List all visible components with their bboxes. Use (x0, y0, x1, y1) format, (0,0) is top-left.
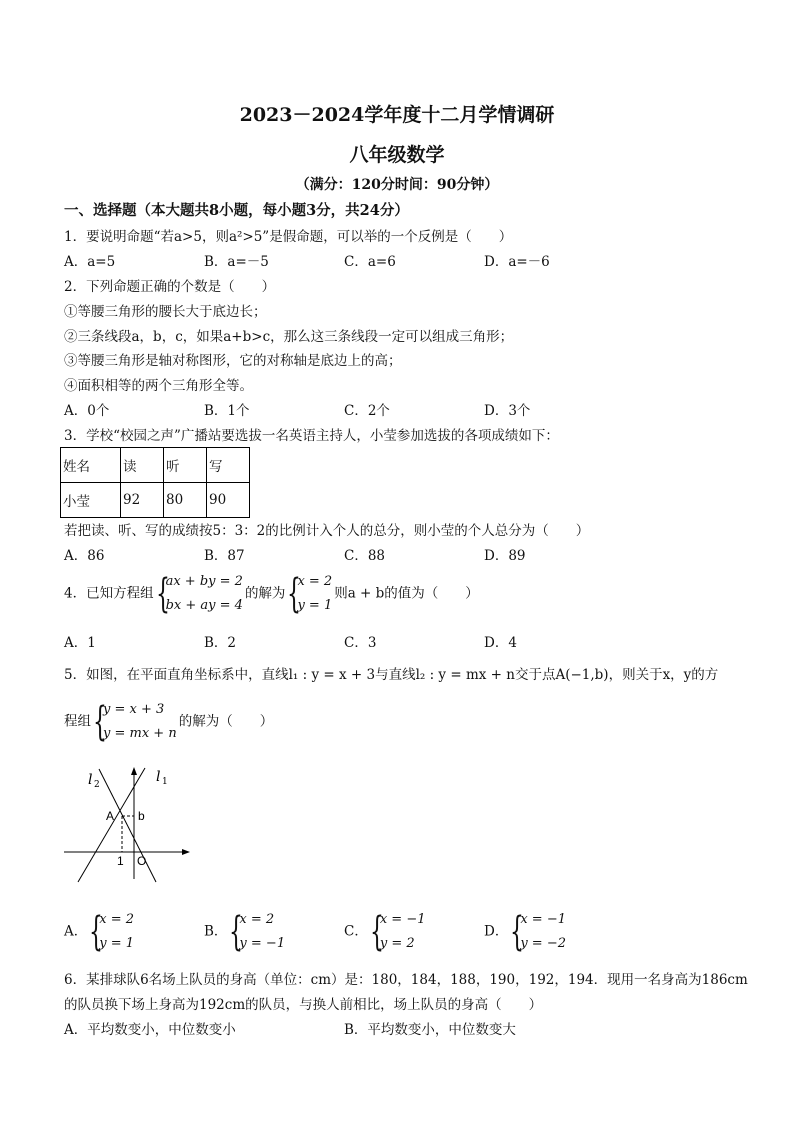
q2-item-1: ①等腰三角形的腰长大于底边长； (64, 304, 267, 320)
table-cell: 小莹 (61, 483, 121, 518)
q4-option-d: D．4 (484, 635, 517, 651)
q3-option-b: B．87 (204, 548, 245, 564)
q3-stem: 3．学校“校园之声”广播站要选拔一名英语主持人，小莹参加选拔的各项成绩如下： (64, 428, 559, 444)
q4-option-c: C．3 (344, 635, 377, 651)
q2-option-c: C．2个 (344, 403, 390, 419)
q4-solution (287, 570, 332, 618)
q5-system-line (64, 698, 273, 746)
table-cell: 姓名 (61, 448, 121, 483)
exam-title: 2023－2024学年度十二月学情调研 (239, 104, 555, 126)
coordinate-figure (60, 764, 200, 884)
q4-option-b: B．2 (204, 635, 237, 651)
table-row (61, 448, 250, 483)
q2-option-d: D．3个 (484, 403, 531, 419)
option-x: x = −1 (520, 912, 566, 927)
label-l1: l (156, 769, 161, 785)
option-x: x = 2 (239, 912, 275, 927)
table-cell: 80 (164, 483, 207, 518)
table-cell: 90 (207, 483, 250, 518)
q2-item-4: ④面积相等的两个三角形全等。 (64, 378, 253, 394)
q2-item-2: ②三条线段a，b，c，如果a+b>c，那么这三条线段一定可以组成三角形； (64, 329, 514, 345)
x-axis-arrow-icon (182, 849, 190, 855)
q4-sol1: x = 2 (297, 574, 333, 589)
q6-option-a: A．平均数变小，中位数变小 (64, 1022, 236, 1038)
q1-option-b: B．a=－5 (204, 254, 269, 270)
option-system (510, 908, 566, 956)
option-system (370, 908, 426, 956)
q1-option-d: D．a=－6 (484, 254, 550, 270)
option-x: x = −1 (379, 912, 426, 927)
q5-stem: 5．如图，在平面直角坐标系中，直线l₁ : y = x + 3与直线l₂ : y = mx + n交于点A(−1,b)，则关于x，y的方 (64, 667, 719, 683)
option-y: y = 1 (99, 936, 135, 951)
option-letter: A． (64, 923, 88, 940)
option-y: y = 2 (379, 936, 415, 951)
q2-item-3: ③等腰三角形是轴对称图形，它的对称轴是底边上的高； (64, 353, 402, 369)
option-y: y = −2 (520, 936, 566, 951)
option-letter: B． (204, 923, 228, 940)
q5-option-a (64, 908, 136, 956)
label-l2-sub: 2 (94, 780, 100, 790)
option-letter: D． (484, 923, 509, 940)
brace-icon: { (155, 571, 170, 617)
q6-line-2: 的队员换下场上身高为192cm的队员，与换人前相比，场上队员的身高（ ） (64, 997, 543, 1013)
option-system (89, 908, 134, 956)
q3-stem2: 若把读、听、写的成绩按5：3：2的比例计入个人的总分，则小莹的个人总分为（ ） (64, 523, 590, 539)
exam-info: （满分：120分时间：90分钟） (295, 177, 499, 193)
q1-stem: 1．要说明命题“若a>5，则a²>5”是假命题，可以举的一个反例是（ ） (64, 229, 513, 245)
label-l2: l (88, 772, 93, 788)
q4-mid: 的解为 (244, 585, 286, 602)
q4-sol2: y = 1 (297, 598, 333, 613)
brace-icon: { (89, 909, 104, 955)
q2-stem: 2．下列命题正确的个数是（ ） (64, 279, 276, 295)
q5-system (93, 698, 177, 746)
q4-suffix: 则a + b的值为（ ） (334, 585, 479, 602)
q6-option-b: B．平均数变小，中位数变大 (344, 1022, 516, 1038)
q4-stem (64, 570, 479, 618)
label-origin: O (137, 854, 147, 868)
q3-option-c: C．88 (344, 548, 386, 564)
q2-option-a: A．0个 (64, 403, 110, 419)
q1-option-c: C．a=6 (344, 254, 396, 270)
q5-eq2: y = mx + n (103, 726, 177, 741)
q2-option-b: B．1个 (204, 403, 250, 419)
brace-icon: { (287, 571, 302, 617)
q5-suffix: 的解为（ ） (178, 713, 274, 730)
option-system (229, 908, 285, 956)
q4-prefix: 4．已知方程组 (64, 585, 154, 602)
section-heading: 一、选择题（本大题共8小题，每小题3分，共24分） (64, 202, 409, 219)
table-cell: 写 (207, 448, 250, 483)
score-table (60, 447, 250, 518)
label-point-a: A (106, 809, 115, 823)
table-cell: 读 (121, 448, 164, 483)
option-letter: C． (344, 923, 368, 940)
q1-option-a: A．a=5 (64, 254, 116, 270)
line-l2 (99, 769, 156, 882)
option-x: x = 2 (99, 912, 135, 927)
q3-option-a: A．86 (64, 548, 105, 564)
label-b: b (138, 809, 145, 823)
table-cell: 听 (164, 448, 207, 483)
q4-option-a: A．1 (64, 635, 96, 651)
y-axis-arrow-icon (131, 767, 137, 775)
q5-option-c (344, 908, 428, 956)
q6-line-1: 6．某排球队6名场上队员的身高（单位：cm）是：180，184，188，190，192，194．现用一名身高为186cm (64, 972, 748, 988)
table-row (61, 483, 250, 518)
q4-eq1: ax + by = 2 (165, 574, 243, 589)
label-l1-sub: 1 (162, 777, 168, 787)
label-one: 1 (117, 854, 124, 868)
brace-icon: { (229, 909, 244, 955)
q5-eq1: y = x + 3 (103, 702, 165, 717)
brace-icon: { (369, 909, 384, 955)
q4-system (156, 570, 243, 618)
subject-title: 八年级数学 (349, 144, 445, 166)
brace-icon: { (510, 909, 525, 955)
q5-option-b (204, 908, 287, 956)
option-y: y = −1 (239, 936, 286, 951)
q3-option-d: D．89 (484, 548, 526, 564)
q5-option-d (484, 908, 568, 956)
brace-icon: { (93, 699, 107, 745)
q5-prefix: 程组 (64, 713, 91, 730)
table-cell: 92 (121, 483, 164, 518)
q4-eq2: bx + ay = 4 (165, 598, 243, 613)
